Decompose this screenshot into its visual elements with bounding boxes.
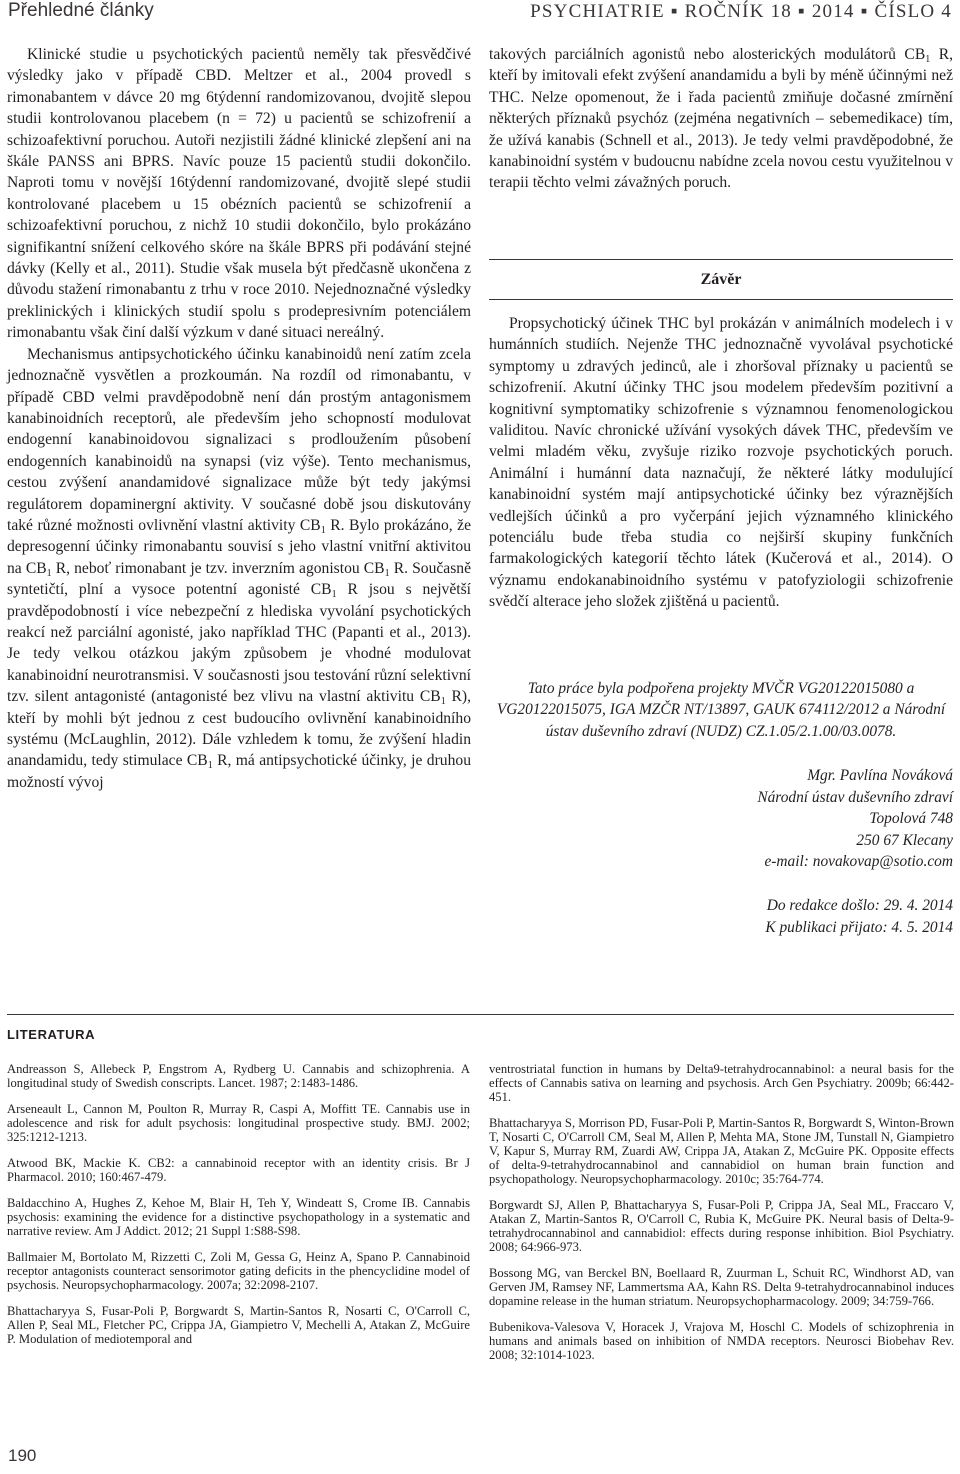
paragraph-conclusion: Propsychotický účinek THC byl prokázán v animálních modelech i v humánních studiích. Nejenže THC jednoznačně vyvolával psychotické symptomy u zdravých jedinců, ale i zhoršoval příznaky u pacientů se schizofrenií. Akutní účinky THC jsou modelem především pozitivní a kognitivní symptomatiky schizofrenie s významnou fenomenologickou validitou. Navíc chronické užívání vysokých dávek THC, především ve velmi mladém věku, zvyšuje riziko rozvoje psychotických poruch. Animální i humánní data naznačují, že některé látky modulující kanabinoidní systém mají antipsychotické účinky bez výraznějších vedlejších účinků a pro vyčerpání jejich významného klinického potenciálu bude třeba studia co nejširší skupiny funkčních farmakologických kategorií těchto látek (Kučerová et al., 2014). O významu endokanabinoidního systému v patofyziologii schizofrenie svědčí alterace jeho složek zjištěná u pacientů. (489, 315, 953, 611)
text-run: Mechanismus antipsychotického účinku kanabinoidů není zatím zcela jednoznačně vysvětlen a prozkoumán. Na rozdíl od rimonabantu, v případě CBD velmi pravděpodobně není dán prostým antagonismem kanabinoidních receptorů, ale především jeho schopností modulovat endogenní kanabinoidovou signalizaci s prodloužením působení endogenních kanabinoidů na synapsi (viz výše). Tento mechanismus, cestou zvýšení anandamidové signalizace může být tedy jakýmsi regulátorem dopaminergní aktivity. V současné době jsou diskutovány také různé možnosti ovlivnění vlastní aktivity CB (7, 345, 471, 534)
acknowledgement: Tato práce byla podpořena projekty MVČR VG20122015080 a VG20122015075, IGA MZČR NT/13897, GAUK 674112/2012 a Národní ústav duševního zdraví (NUDZ) CZ.1.05/2.1.00/03.0078. (496, 680, 946, 740)
literature-title: LITERATURA (7, 1027, 96, 1042)
reference-item: Bubenikova-Valesova V, Horacek J, Vrajova M, Hoschl C. Models of schizophrenia in humans and animals based on inhibition of NMDA receptors. Neurosci Biobehav Rev. 2008; 32:1014-1023. (489, 1320, 954, 1362)
subscript: 1 (46, 567, 52, 579)
submission-dates (513, 895, 953, 938)
page-number: 190 (8, 1446, 37, 1465)
subscript: 1 (440, 696, 446, 708)
date-received: Do redakce došlo: 29. 4. 2014 (766, 897, 953, 914)
paragraph-clinical-studies: Klinické studie u psychotických pacientů neměly tak přesvědčivé výsledky jako v případě CBD. Meltzer et al., 2004 provedl s rimonabantem v dávce 20 mg 6týdenní randomizovanou, dvojitě slepou studii kontrolovanou placebem (n = 72) u pacientů se schizofrenií a schizoafektivní poruchou. Autoři nezjistili žádné klinické zlepšení ani na škále PANSS ani BPRS. Navíc pouze 15 pacientů studii dokončilo. Naproti tomu v novější 16týdenní randomizované, dvojitě slepé studii kontrolované placebem u 15 obézních pacientů se schizofrenií a schizoafektivní poruchou, z nichž 10 studii dokončilo, bylo prokázáno signifikantní snížení celkového skóre na škále BPRS při podávání stejné dávky (Kelly et al., 2011). Studie však musela být předčasně ukončena z důvodu stažení rimonabantu z trhu v roce 2010. Nejednoznačné výsledky preklinických i klinických studií spolu s prodepresivním potenciálem rimonabantu však činí další výzkum v dané situaci nereálný. (7, 46, 471, 342)
journal-header: PSYCHIATRIE ▪ ROČNÍK 18 ▪ 2014 ▪ ČÍSLO 4 (530, 1, 952, 22)
reference-item: Ballmaier M, Bortolato M, Rizzetti C, Zoli M, Gessa G, Heinz A, Spano P. Cannabinoid receptor antagonists counteract sensorimotor gating deficits in the phencyclidine model of psychosis. Neuropsychopharmacology. 2007a; 32:2098-2107. (7, 1250, 470, 1292)
reference-item: Bhattacharyya S, Morrison PD, Fusar-Poli P, Martin-Santos R, Borgwardt S, Winton-Brown T, Nosarti C, O'Carroll CM, Seal M, Allen P, Mehta MA, Stone JM, Tunstall N, Giampietro V, Kapur S, Murray RM, Zuardi AW, Crippa JA, Atakan Z, McGuire PK. Opposite effects of delta-9-tetrahydrocannabinol and cannabidiol on human brain function and psychopathology. Neuropsychopharmacology. 2010c; 35:764-774. (489, 1116, 954, 1186)
text-run: R jsou s největší pravděpodobností i více nebezpeční z hlediska vyvolání psychotických reakcí než parciální agonisté, jako například THC (Papanti et al., 2013). Je tedy velkou otázkou jakým způsobem je vhodné modulovat kanabinoidní neurotransmisi. V současnosti jsou testování různí selektivní tzv. silent antagonisté (antagonisté bez vlivu na vlastní aktivitu CB (7, 581, 472, 706)
author-street: Topolová 748 (869, 810, 953, 828)
reference-item: Arseneault L, Cannon M, Poulton R, Murray R, Caspi A, Moffitt TE. Cannabis use in adolescence and risk for adult psychosis: longitudinal prospective study. BMJ. 2002; 325:1212-1213. (7, 1102, 470, 1144)
subscript: 1 (207, 760, 213, 772)
text-run: R), kteří by mohli být jednou z cest budoucího ovlivnění kanabinoidního systému (McLaughlin, 2012). Dále vzhledem k tomu, že zvýšení hladin anandamidu, tedy stimulace CB (7, 688, 471, 770)
author-contact (513, 765, 953, 873)
subscript: 1 (331, 589, 337, 601)
paragraph-continuation (489, 44, 953, 194)
left-text-column (7, 44, 471, 793)
date-accepted: K publikaci přijato: 4. 5. 2014 (765, 918, 953, 936)
section-divider-top (489, 259, 953, 260)
reference-item: Atwood BK, Mackie K. CB2: a cannabinoid receptor with an identity crisis. Br J Pharmacol. 2010; 160:467-479. (7, 1156, 470, 1184)
text-run: R, kteří by imitovali efekt zvýšení anandamidu a byli by méně účinnými než THC. Nelze opomenout, že i řada pacientů zmiňuje dočasné zmírnění některých příznaků psychóz (zejména negativních – sebemedikace) tím, že užívá kanabis (Schnell et al., 2013). Je tedy velmi pravděpodobné, že kanabinoidní systém v budoucnu nabídne zcela novou cestu využitelnou v terapii těchto velmi závažných poruch. (489, 46, 954, 192)
references-left (7, 1062, 470, 1358)
reference-item: Bhattacharyya S, Fusar-Poli P, Borgwardt S, Martin-Santos R, Nosarti C, O'Carroll C, Allen P, Seal ML, Fletcher PC, Crippa JA, Giampietro V, Mechelli A, Atakan Z, McGuire P. Modulation of mediotemporal and (7, 1304, 470, 1346)
author-name: Mgr. Pavlína Nováková (807, 767, 953, 784)
subscript: 1 (384, 567, 390, 579)
reference-item: Borgwardt SJ, Allen P, Bhattacharyya S, Fusar-Poli P, Crippa JA, Seal ML, Fraccaro V, Atakan Z, Martin-Santos R, O'Carroll C, Rubia K, McGuire PK. Neural basis of Delta-9-tetrahydrocannabinol and cannabidiol: effects during response inhibition. Biol Psychiatry. 2008; 64:966-973. (489, 1198, 954, 1254)
text-run: R. Bylo prokázáno, že depresogenní účinky rimonabantu souvisí s jeho vlastní vnitřní aktivitou na CB (7, 516, 472, 577)
conclusion-block (489, 313, 953, 613)
text-run: R, má antipsychotické účinky, je druhou možností vývoj (7, 752, 471, 791)
section-divider-bottom (489, 299, 953, 300)
references-right (489, 1062, 954, 1374)
section-label: Přehledné články (8, 0, 154, 21)
right-text-column (489, 44, 953, 194)
text-run: takových parciálních agonistů nebo alosterických modulátorů CB (489, 46, 926, 63)
subscript: 1 (925, 54, 931, 65)
reference-item: Andreasson S, Allebeck P, Engstrom A, Rydberg U. Cannabis and schizophrenia. A longitudinal study of Swedish conscripts. Lancet. 1987; 2:1483-1486. (7, 1062, 470, 1090)
section-title-conclusion: Závěr (700, 271, 742, 288)
reference-item: Bossong MG, van Berckel BN, Boellaard R, Zuurman L, Schuit RC, Windhorst AD, van Gerven JM, Ramsey NF, Lammertsma AA, Kahn RS. Delta 9-tetrahydrocannabinol induces dopamine release in the human striatum. Neuropsychopharmacology. 2009; 34:759-766. (489, 1266, 954, 1308)
paragraph-mechanism (7, 344, 471, 794)
literature-divider (7, 1014, 954, 1015)
author-city: 250 67 Klecany (856, 831, 953, 849)
subscript: 1 (320, 524, 326, 536)
text-run: R. Současně syntetičtí, plní a vysoce potentní agonisté CB (7, 559, 471, 599)
author-institution: Národní ústav duševního zdraví (757, 788, 953, 806)
reference-item: ventrostriatal function in humans by Delta9-tetrahydrocannabinol: a neural basis for the effects of Cannabis sativa on learning and psychosis. Arch Gen Psychiatry. 2009b; 66:442-451. (489, 1062, 954, 1104)
text-run: R, neboť rimonabant je tzv. inverzním agonistou CB (51, 559, 385, 577)
author-email: e-mail: novakovap@sotio.com (764, 853, 953, 871)
reference-item: Baldacchino A, Hughes Z, Kehoe M, Blair H, Teh Y, Windeatt S, Crome IB. Cannabis psychosis: examining the evidence for a distinctive psychopathology in a systematic and narrative review. Am J Addict. 2012; 21 Suppl 1:S88-S98. (7, 1196, 470, 1238)
